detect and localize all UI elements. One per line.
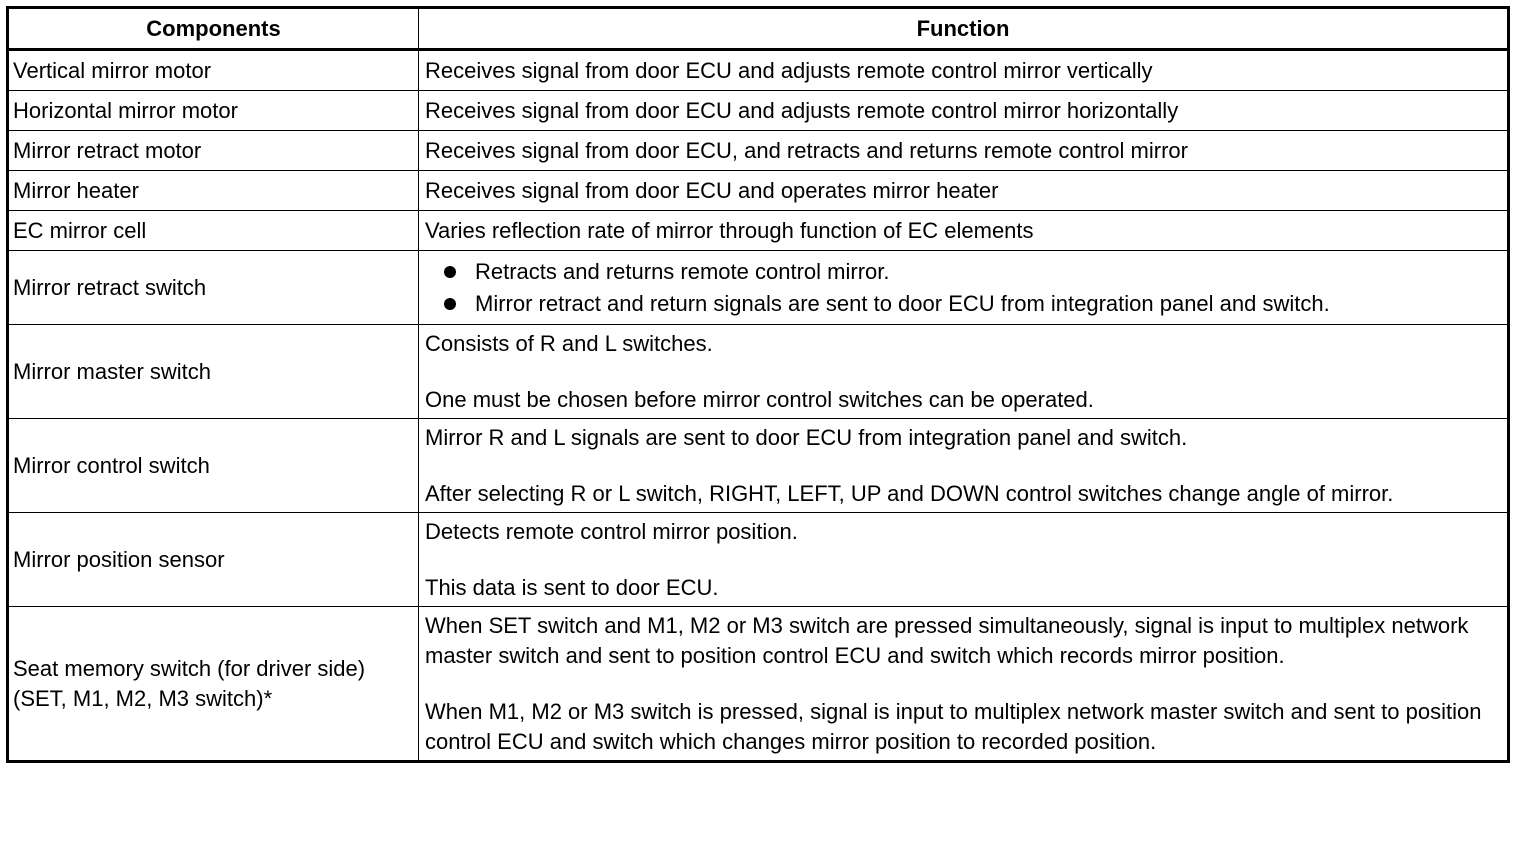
table-row [8,419,1509,513]
component-cell: Vertical mirror motor [8,50,419,91]
function-cell: Receives signal from door ECU, and retracts and returns remote control mirror [419,131,1509,171]
function-paragraph: One must be chosen before mirror control switches can be operated. [425,387,1094,412]
components-function-table [6,6,1510,763]
component-cell: EC mirror cell [8,211,419,251]
table-row [8,513,1509,607]
table-header-row [8,8,1509,50]
column-header-components: Components [8,8,419,50]
component-cell: Horizontal mirror motor [8,91,419,131]
component-cell: Mirror heater [8,171,419,211]
bullet-text: Mirror retract and return signals are sent to door ECU from integration panel and switch. [475,291,1330,316]
document-page [6,6,1506,763]
table-row [8,171,1509,211]
component-cell: Mirror retract motor [8,131,419,171]
component-cell: Mirror control switch [8,419,419,513]
function-paragraph: When SET switch and M1, M2 or M3 switch are pressed simultaneously, signal is input to multiplex network master switch and sent to position control ECU and switch which records mirror position. [425,613,1469,668]
function-cell: Receives signal from door ECU and adjusts remote control mirror horizontally [419,91,1509,131]
component-cell: Mirror retract switch [8,251,419,325]
function-paragraph: Detects remote control mirror position. [425,519,798,544]
component-cell [8,607,419,762]
component-name-line: (SET, M1, M2, M3 switch)* [13,685,273,711]
function-cell: Receives signal from door ECU and operates mirror heater [419,171,1509,211]
function-cell [419,513,1509,607]
column-header-function: Function [419,8,1509,50]
bullet-list [425,256,1499,320]
function-cell [419,325,1509,419]
function-paragraph: Mirror R and L signals are sent to door ECU from integration panel and switch. [425,425,1188,450]
table-row [8,325,1509,419]
bullet-item [425,288,1499,320]
function-paragraph: When M1, M2 or M3 switch is pressed, signal is input to multiplex network master switch and sent to position control ECU and switch which changes mirror position to recorded position. [425,699,1482,754]
table-row [8,211,1509,251]
function-paragraph: After selecting R or L switch, RIGHT, LEFT, UP and DOWN control switches change angle of mirror. [425,481,1394,506]
function-cell: Receives signal from door ECU and adjusts remote control mirror vertically [419,50,1509,91]
function-cell [419,251,1509,325]
table-row [8,131,1509,171]
function-cell [419,607,1509,762]
bullet-icon [444,266,456,278]
bullet-item [425,256,1499,288]
table-row [8,607,1509,762]
component-name-line: Seat memory switch (for driver side) [13,655,366,681]
function-cell: Varies reflection rate of mirror through function of EC elements [419,211,1509,251]
component-cell: Mirror master switch [8,325,419,419]
bullet-icon [444,298,456,310]
bullet-text: Retracts and returns remote control mirror. [475,259,890,284]
function-paragraph: Consists of R and L switches. [425,331,713,356]
table-row [8,91,1509,131]
function-cell [419,419,1509,513]
table-row [8,251,1509,325]
function-paragraph: This data is sent to door ECU. [425,575,719,600]
component-cell: Mirror position sensor [8,513,419,607]
table-row [8,50,1509,91]
